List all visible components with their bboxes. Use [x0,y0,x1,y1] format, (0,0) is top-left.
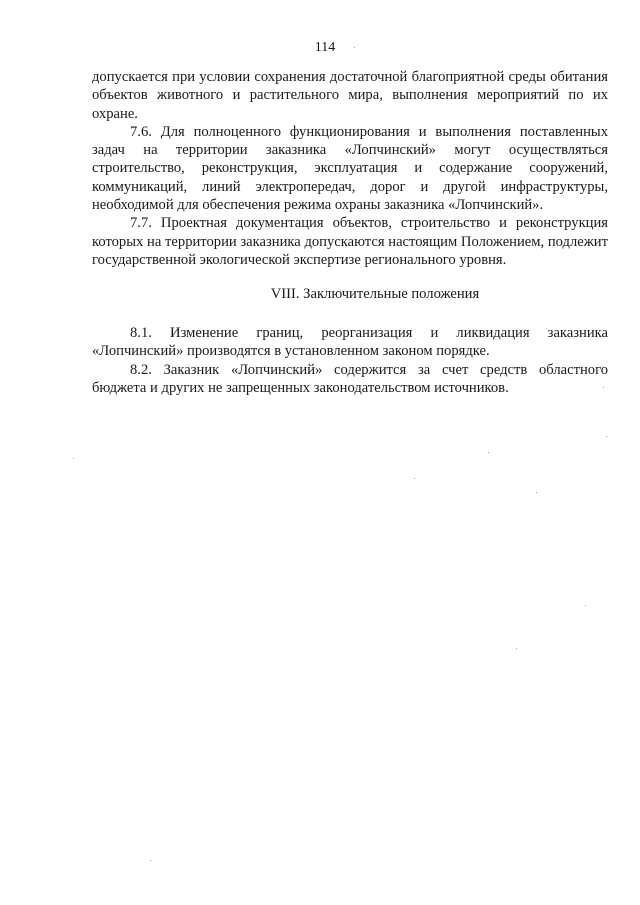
scan-speck [536,492,537,493]
scan-speck [414,478,415,479]
scan-speck [516,648,517,649]
paragraph-8-2: 8.2. Заказник «Лопчинский» содержится за счет средств областного бюджета и других не запрещенных законодательством источников. [92,361,608,396]
page-number: 114 [314,40,336,55]
scan-speck [603,387,604,388]
scan-speck [73,458,74,459]
paragraph-continuation: допускается при условии сохранения достаточной благоприятной среды обитания объектов животного и растительного мира, выполнения мероприятий по их охране. [92,69,608,122]
text-block-chapter-7 [92,68,608,269]
scan-speck [488,452,489,453]
text-block-chapter-8 [92,324,608,397]
scan-speck [354,47,355,48]
paragraph-8-1: 8.1. Изменение границ, реорганизация и ликвидация заказника «Лопчинский» производятся в установленном законом порядке. [92,325,608,360]
paragraph-7-7: 7.7. Проектная документация объектов, строительство и реконструкция которых на территории заказника допускаются настоящим Положением, подлежит государственной экологической экспертизе регионального уровня. [92,215,608,268]
scan-speck [606,436,607,437]
scan-speck [585,605,586,606]
section-heading: VIII. Заключительные положения [270,286,480,302]
scan-speck [150,860,151,861]
paragraph-7-6: 7.6. Для полноценного функционирования и выполнения поставленных задач на территории заказника «Лопчинский» могут осуществляться строительство, реконструкция, эксплуатация и содержание сооружений, коммуникаций, линий электропередач, дорог и другой инфраструктуры, необходимой для обеспечения режима охраны заказника «Лопчинский». [92,123,608,214]
